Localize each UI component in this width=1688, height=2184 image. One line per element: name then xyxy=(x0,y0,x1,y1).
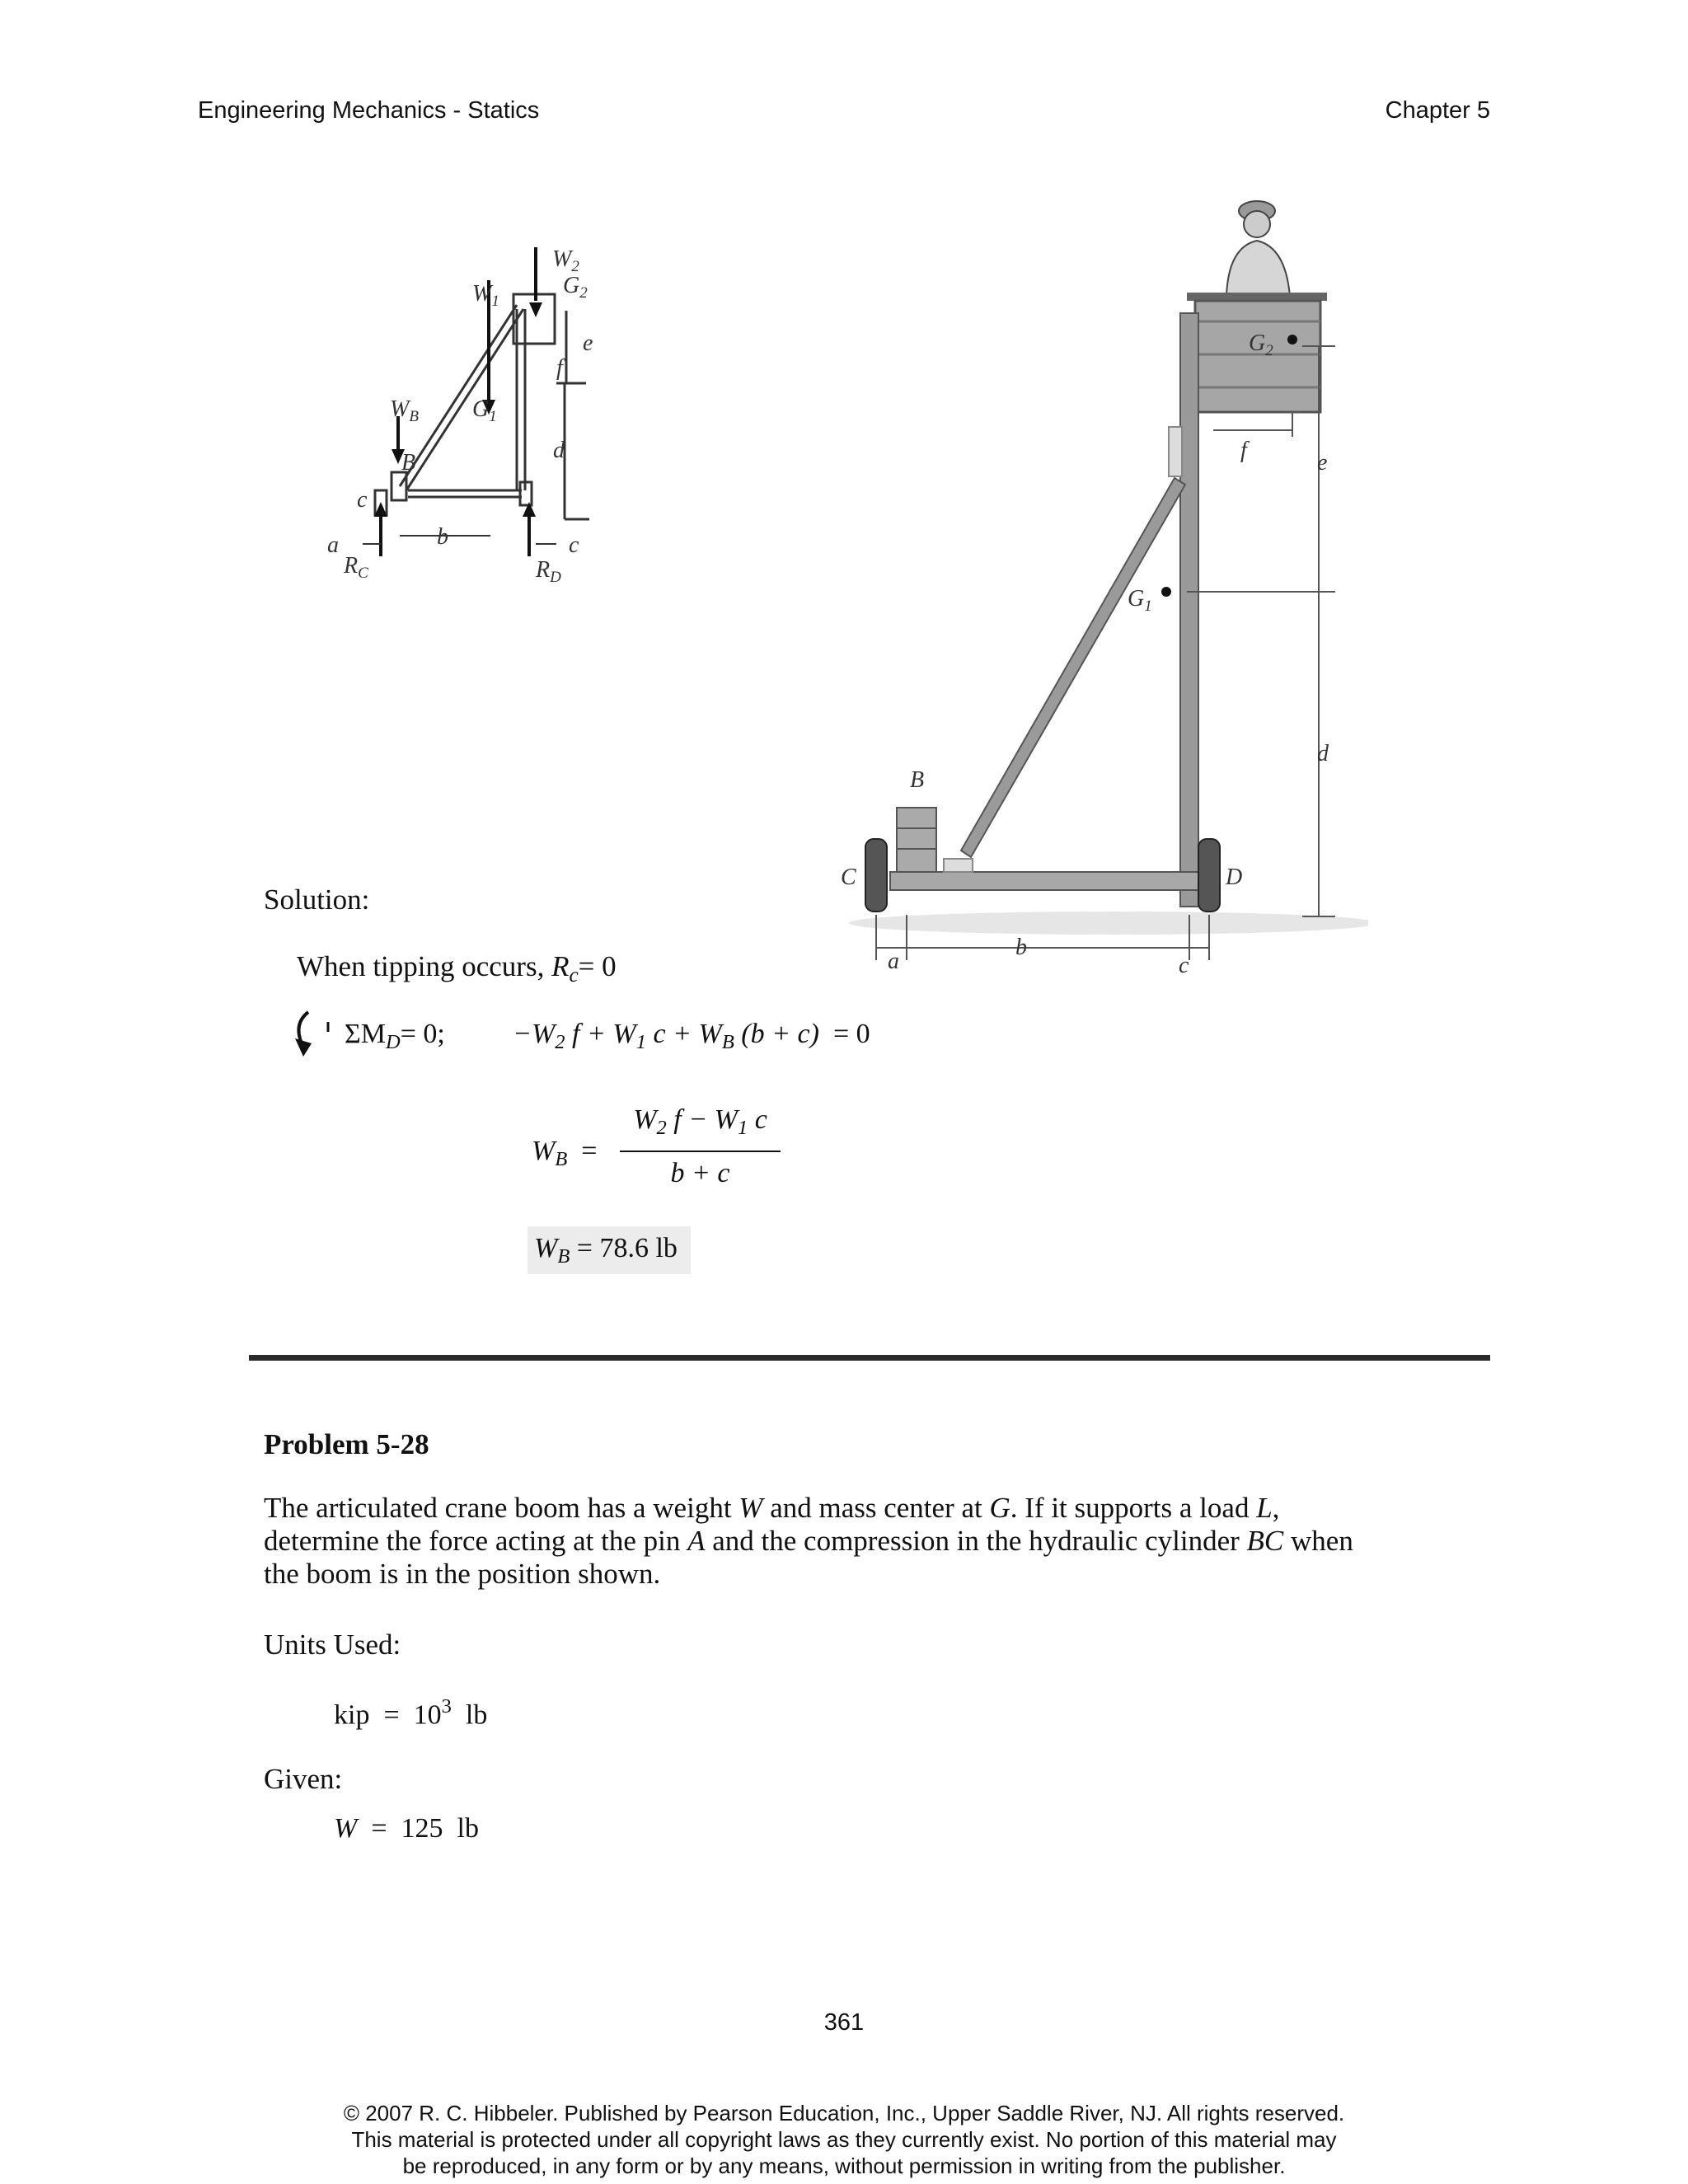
svg-text:G2: $G_2$ xyxy=(563,273,588,302)
fraction-numerator: $W_2$ $f - W_1$ c xyxy=(633,1104,767,1139)
mast xyxy=(1180,313,1198,907)
svg-text:G1: $G_1$ xyxy=(1128,586,1152,615)
svg-text:b: b xyxy=(1015,935,1027,960)
svg-text:a: a xyxy=(888,949,899,974)
g1-point xyxy=(1161,587,1171,597)
wb-lhs: $W_B$ = xyxy=(532,1136,598,1170)
units-kip-definition: kip = $10^3$ lb xyxy=(334,1695,488,1731)
svg-text:a: a xyxy=(327,532,339,558)
given-heading: Given: xyxy=(264,1763,343,1795)
basket xyxy=(1195,301,1320,412)
svg-text:B: B xyxy=(910,767,925,793)
copyright-footer: © 2007 R. C. Hibbeler. Published by Pearson Education, Inc., Upper Saddle River, NJ. All rights reserved. This material is protected under all copyright laws as they currently exist. No portion of this material may be reproduced, in any form or by any means, without permission in writing from the publisher. xyxy=(343,2101,1345,2178)
given-weight: W = 125 lb xyxy=(334,1813,479,1844)
problem-statement: The articulated crane boom has a weight W and mass center at G. If it supports a load L, determine the force acting at the pin A and the compression in the hydraulic cylinder BC when the boom is in the position shown. xyxy=(264,1492,1353,1590)
svg-text:WB: $W_B$ xyxy=(390,396,419,425)
moment-sigma: ΣM xyxy=(345,1019,387,1049)
fraction-bar xyxy=(620,1151,781,1152)
svg-text:G1: $G_1$ xyxy=(472,396,497,425)
solution-heading: Solution: xyxy=(264,883,370,916)
svg-text:B: B xyxy=(401,450,416,476)
section-divider xyxy=(249,1355,1490,1361)
problem-title: Problem 5-28 xyxy=(264,1428,429,1460)
svg-text:f: f xyxy=(1240,438,1247,463)
svg-text:d: d xyxy=(1317,741,1329,766)
svg-text:b: b xyxy=(437,524,448,550)
svg-text:e: e xyxy=(1317,450,1328,476)
base-frame xyxy=(890,872,1212,890)
moment-rhs: = 0; xyxy=(400,1019,445,1049)
svg-text:W1: $W_1$ xyxy=(472,281,499,310)
counterweight-b xyxy=(897,808,936,872)
tipping-condition xyxy=(297,950,617,992)
boom xyxy=(961,478,1185,857)
fbd-basket xyxy=(513,294,555,344)
free-body-diagram xyxy=(317,243,614,598)
tipping-sub: c xyxy=(569,964,579,987)
tipping-rhs: = 0 xyxy=(578,950,617,982)
svg-text:c: c xyxy=(569,532,579,558)
g2-point xyxy=(1287,335,1297,344)
page-number: 361 xyxy=(823,2009,865,2036)
svg-text:c: c xyxy=(1179,953,1189,978)
svg-text:f: f xyxy=(556,355,563,381)
moment-rotation-icon xyxy=(290,1007,335,1065)
worker-figure xyxy=(1226,201,1290,297)
svg-text:e: e xyxy=(583,330,593,356)
svg-text:d: d xyxy=(553,438,565,463)
tipping-text: When tipping occurs, xyxy=(297,950,545,982)
svg-text:W2: $W_2$ xyxy=(552,246,579,275)
fbd-block-b xyxy=(392,472,406,500)
svg-text:C: C xyxy=(841,865,856,890)
running-header-title: Engineering Mechanics - Statics xyxy=(198,97,540,124)
svg-text:RD: $R_D$ xyxy=(536,557,561,586)
wheel-d xyxy=(1198,839,1220,912)
svg-text:G2: $G_2$ xyxy=(1249,330,1273,359)
moment-sum-label xyxy=(345,1019,445,1054)
fbd-boom xyxy=(406,309,523,490)
svg-text:c: c xyxy=(357,487,368,513)
tipping-var: R xyxy=(551,950,570,982)
answer-text: $W_B = 78.6$ lb xyxy=(534,1233,678,1268)
units-heading: Units Used: xyxy=(264,1629,401,1661)
lift-illustration xyxy=(841,190,1368,997)
svg-text:RC: $R_C$ xyxy=(344,553,368,582)
moment-equation: $-W_2$ $f + W_1$ $c + W_B$ (b + c) = 0 xyxy=(513,1019,870,1053)
moment-sub: D xyxy=(386,1030,401,1053)
wheel-c xyxy=(865,839,887,912)
fraction-denominator: b + c xyxy=(670,1158,730,1188)
svg-text:D: D xyxy=(1226,865,1243,890)
running-header-chapter: Chapter 5 xyxy=(1385,97,1490,124)
